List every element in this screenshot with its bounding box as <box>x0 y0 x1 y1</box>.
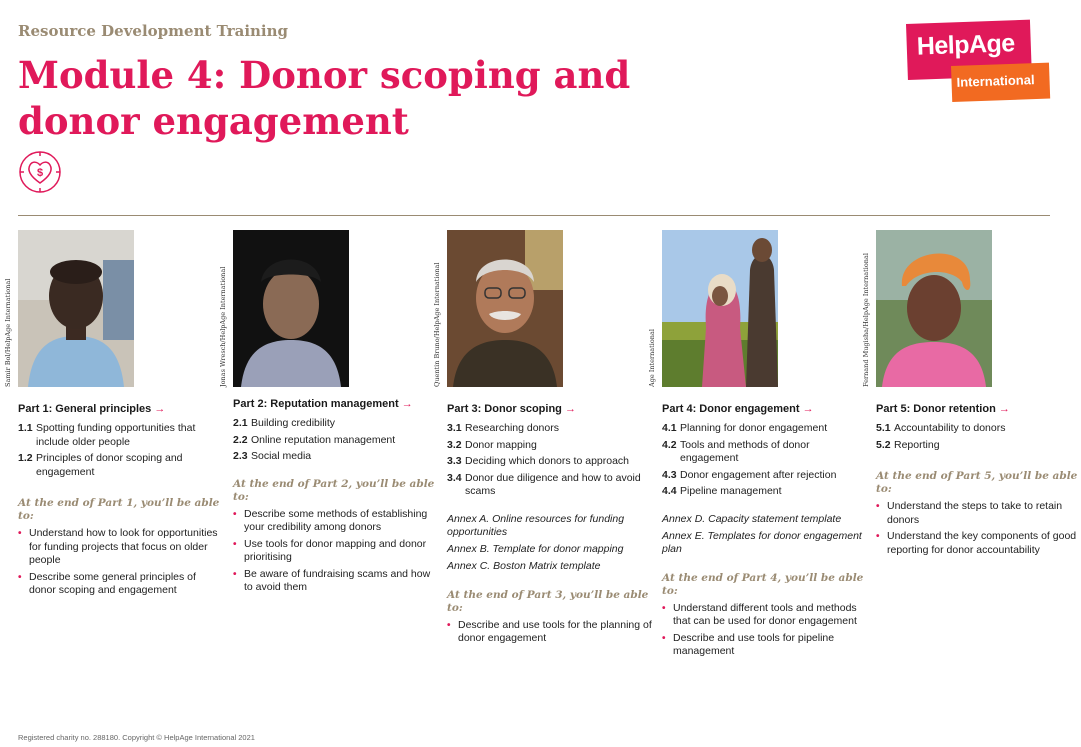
bullet-icon: • <box>662 632 666 644</box>
item-text: Online reputation management <box>251 433 396 446</box>
photo-credit: Quentin Bruno/HelpAge International <box>433 262 441 387</box>
arrow-right-icon[interactable]: → <box>998 403 1010 415</box>
outcome-item <box>662 602 867 629</box>
item-text: Pipeline management <box>680 485 782 497</box>
outcome-text: Describe some general principles of donor scoping and engagement <box>29 570 196 596</box>
outcomes-list <box>18 527 223 598</box>
outcome-item <box>876 500 1081 527</box>
bullet-icon: • <box>876 531 880 542</box>
bullet-icon: • <box>233 568 237 580</box>
list-item <box>662 439 867 466</box>
item-number: 4.4 <box>662 485 677 497</box>
part-title[interactable] <box>233 398 438 411</box>
outcome-item <box>18 527 223 568</box>
eyebrow: Resource Development Training <box>18 22 289 40</box>
item-text: Accountability to donors <box>894 422 1006 434</box>
item-text: Reporting <box>894 438 940 451</box>
arrow-right-icon[interactable]: → <box>154 403 166 415</box>
list-item <box>18 452 223 479</box>
part-items <box>18 422 223 479</box>
svg-text:$: $ <box>36 167 44 179</box>
annex-list <box>662 513 867 556</box>
bullet-icon: • <box>447 619 451 631</box>
list-item <box>447 422 652 436</box>
bullet-icon: • <box>233 508 237 520</box>
outcome-text: Describe and use tools for the planning of donor engagement <box>458 618 652 644</box>
portrait-photo <box>433 230 563 387</box>
outcomes-heading: At the end of Part 5, you’ll be able to: <box>876 470 1078 495</box>
list-item <box>233 417 438 431</box>
outcomes-heading: At the end of Part 1, you’ll be able to: <box>18 497 220 522</box>
item-text: Donor engagement after rejection <box>680 468 837 481</box>
annex-list <box>447 513 652 573</box>
outcome-text: Understand the key components of good reporting for donor accountability <box>887 530 1077 556</box>
part-title[interactable] <box>447 403 652 416</box>
item-text: Social media <box>251 450 312 462</box>
page-title <box>18 52 630 144</box>
list-item <box>18 422 223 449</box>
photo-credit: Fernand Mugisha/HelpAge International <box>862 253 870 387</box>
item-number: 3.1 <box>447 422 462 434</box>
heart-dollar-icon <box>18 150 62 194</box>
item-number: 2.2 <box>233 433 248 446</box>
portrait-photo <box>219 230 349 387</box>
part-column-5 <box>862 230 1081 560</box>
part-title-text[interactable]: Part 5: Donor retention <box>876 403 996 415</box>
outcome-text: Be aware of fundraising scams and how to avoid them <box>244 567 431 593</box>
item-number: 3.4 <box>447 471 462 484</box>
item-text: Building credibility <box>251 417 336 429</box>
outcome-item <box>662 632 867 659</box>
photo-credit: Jonas Wresch/HelpAge International <box>219 266 227 387</box>
title-line-1: Module 4: Donor scoping and <box>18 53 631 97</box>
part-title[interactable] <box>662 403 867 416</box>
part-column-4 <box>648 230 867 662</box>
item-text: Principles of donor scoping and engagement <box>36 452 183 478</box>
list-item <box>447 455 652 469</box>
bullet-icon: • <box>18 571 22 583</box>
outcome-text: Understand how to look for opportunities for funding projects that focus on older people <box>29 527 218 566</box>
outcomes-heading: At the end of Part 4, you’ll be able to: <box>662 571 864 597</box>
part-column-3 <box>433 230 652 649</box>
part-title[interactable] <box>18 403 223 416</box>
bullet-icon: • <box>662 602 666 614</box>
photo-credit: Samir Bol/HelpAge International <box>4 278 12 387</box>
portrait-photo <box>862 230 992 387</box>
title-line-2: donor engagement <box>18 99 409 143</box>
part-title[interactable] <box>876 403 1081 416</box>
part-items <box>233 417 438 464</box>
part-column-2 <box>219 230 438 598</box>
outcome-text: Understand different tools and methods that can be used for donor engagement <box>673 601 857 627</box>
part-title-text[interactable]: Part 1: General principles <box>18 403 152 415</box>
item-text: Researching donors <box>465 422 559 434</box>
outcome-item <box>233 538 438 565</box>
annex-item[interactable]: Annex A. Online resources for funding opportunities <box>447 512 625 538</box>
item-text: Donor mapping <box>465 438 537 451</box>
outcome-item <box>233 508 438 535</box>
item-number: 3.3 <box>447 455 462 467</box>
part-title-text[interactable]: Part 4: Donor engagement <box>662 403 800 415</box>
outcomes-heading: At the end of Part 3, you’ll be able to: <box>447 588 649 614</box>
item-number: 4.1 <box>662 422 677 434</box>
part-title-text[interactable]: Part 3: Donor scoping <box>447 403 562 415</box>
item-number: 5.1 <box>876 422 891 434</box>
item-text: Planning for donor engagement <box>680 422 828 434</box>
list-item <box>447 439 652 453</box>
outcome-item <box>18 571 223 598</box>
item-number: 4.2 <box>662 438 677 451</box>
list-item <box>233 450 438 464</box>
arrow-right-icon[interactable]: → <box>401 398 413 410</box>
item-number: 5.2 <box>876 438 891 451</box>
outcomes-list <box>876 500 1081 557</box>
bullet-icon: • <box>233 538 237 550</box>
item-number: 4.3 <box>662 468 677 481</box>
part-title-text[interactable]: Part 2: Reputation management <box>233 398 399 410</box>
list-item <box>447 472 652 499</box>
annex-item[interactable]: Annex D. Capacity statement template <box>662 512 842 525</box>
item-number: 2.1 <box>233 417 248 429</box>
divider <box>18 215 1050 216</box>
logo-line-1: HelpAge <box>916 29 1016 61</box>
helpage-logo <box>906 24 1051 108</box>
annex-item[interactable]: Annex E. Templates for donor engagement plan <box>662 529 862 555</box>
annex-item[interactable]: Annex B. Template for donor mapping <box>447 542 624 555</box>
outcomes-heading: At the end of Part 2, you’ll be able to: <box>233 477 435 503</box>
list-item <box>876 439 1081 453</box>
item-text: Tools and methods of donor engagement <box>680 438 810 464</box>
part-items <box>876 422 1081 452</box>
outcomes-list <box>662 602 867 659</box>
outcome-item <box>447 619 652 646</box>
list-item <box>662 485 867 499</box>
item-text: Deciding which donors to approach <box>465 455 630 467</box>
outcome-item <box>876 530 1081 557</box>
outcome-text: Describe and use tools for pipeline management <box>673 631 835 657</box>
bullet-icon: • <box>876 501 880 512</box>
outcomes-list <box>447 619 652 646</box>
list-item <box>662 422 867 436</box>
outcome-text: Understand the steps to take to retain donors <box>887 500 1063 526</box>
item-text: Spotting funding opportunities that include older people <box>36 422 196 448</box>
outcome-item <box>233 568 438 595</box>
item-number: 1.1 <box>18 422 33 434</box>
arrow-right-icon[interactable]: → <box>564 403 576 415</box>
item-number: 3.2 <box>447 438 462 451</box>
part-column-1 <box>4 230 223 601</box>
outcomes-list <box>233 508 438 595</box>
bullet-icon: • <box>18 528 22 539</box>
part-items <box>662 422 867 499</box>
footer: Registered charity no. 288180. Copyright © HelpAge International 2021 <box>18 733 255 742</box>
photo-credit: Age International <box>648 329 656 387</box>
list-item <box>876 422 1081 436</box>
list-item <box>233 434 438 448</box>
item-number: 2.3 <box>233 450 248 462</box>
part-items <box>447 422 652 499</box>
list-item <box>662 469 867 483</box>
logo-line-2: International <box>956 72 1035 90</box>
outcome-text: Describe some methods of establishing your credibility among donors <box>244 507 428 533</box>
landscape-photo <box>648 230 778 387</box>
outcome-text: Use tools for donor mapping and donor prioritising <box>244 537 427 563</box>
item-number: 1.2 <box>18 452 33 464</box>
arrow-right-icon[interactable]: → <box>802 403 814 415</box>
item-text: Donor due diligence and how to avoid scams <box>465 471 641 497</box>
portrait-photo <box>4 230 134 387</box>
annex-item[interactable]: Annex C. Boston Matrix template <box>447 559 601 572</box>
